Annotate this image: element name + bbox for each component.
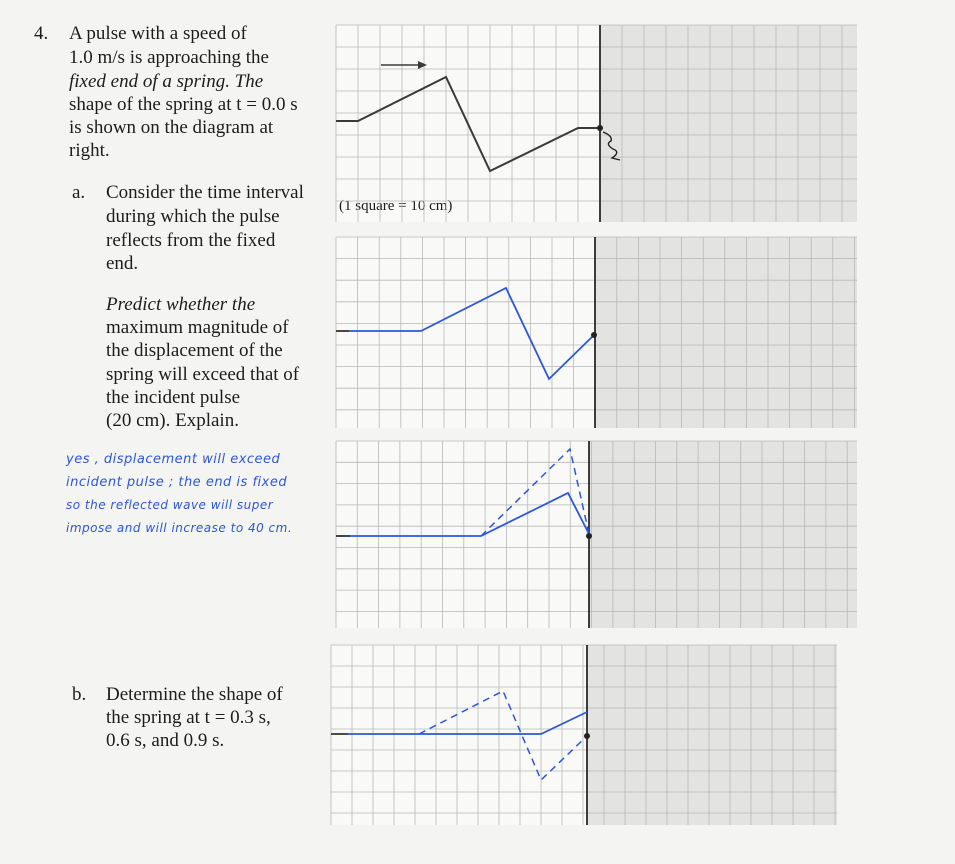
part-b-line: the spring at t = 0.3 s,	[106, 707, 271, 728]
problem-number: 4.	[34, 23, 49, 44]
fixed-point	[597, 125, 603, 131]
answer-line: yes , displacement will exceed	[66, 452, 281, 467]
intro-line: A pulse with a speed of	[69, 23, 247, 44]
intro-line: shape of the spring at t = 0.0 s	[69, 94, 298, 115]
answer-line: so the reflected wave will super	[66, 498, 274, 512]
part-b-letter: b.	[72, 684, 87, 705]
intro-line: right.	[69, 140, 110, 161]
spring-shape	[348, 712, 587, 734]
predict-line: the incident pulse	[106, 387, 241, 408]
fixed-point	[586, 533, 592, 539]
predict-line: (20 cm). Explain.	[106, 410, 239, 431]
wall-region	[589, 441, 857, 628]
scale-note: (1 square = 10 cm)	[339, 198, 453, 214]
part-a-line: reflects from the fixed	[106, 230, 276, 251]
predict-line: maximum magnitude of	[106, 317, 289, 338]
predict-line: the displacement of the	[106, 340, 283, 361]
answer-line: impose and will increase to 40 cm.	[66, 521, 293, 535]
fixed-point	[591, 332, 597, 338]
wall-region	[595, 237, 857, 428]
part-a-line: Consider the time interval	[106, 182, 304, 203]
arrow-head	[418, 61, 427, 69]
wall-region	[600, 25, 857, 222]
wall-region	[587, 645, 837, 825]
intro-line: is shown on the diagram at	[69, 117, 274, 138]
predict-line: spring will exceed that of	[106, 364, 300, 385]
intro-line: fixed end of a spring. The	[69, 71, 264, 92]
fixed-point	[584, 733, 590, 739]
part-a-line: during which the pulse	[106, 206, 280, 227]
part-b-line: Determine the shape of	[106, 684, 283, 705]
answer-line: incident pulse ; the end is fixed	[66, 475, 288, 490]
part-a-letter: a.	[72, 182, 86, 203]
spring-shape	[350, 493, 589, 536]
predict-line: Predict whether the	[106, 294, 256, 315]
intro-line: 1.0 m/s is approaching the	[69, 47, 269, 68]
part-a-line: end.	[106, 253, 139, 274]
part-b-line: 0.6 s, and 0.9 s.	[106, 730, 225, 751]
